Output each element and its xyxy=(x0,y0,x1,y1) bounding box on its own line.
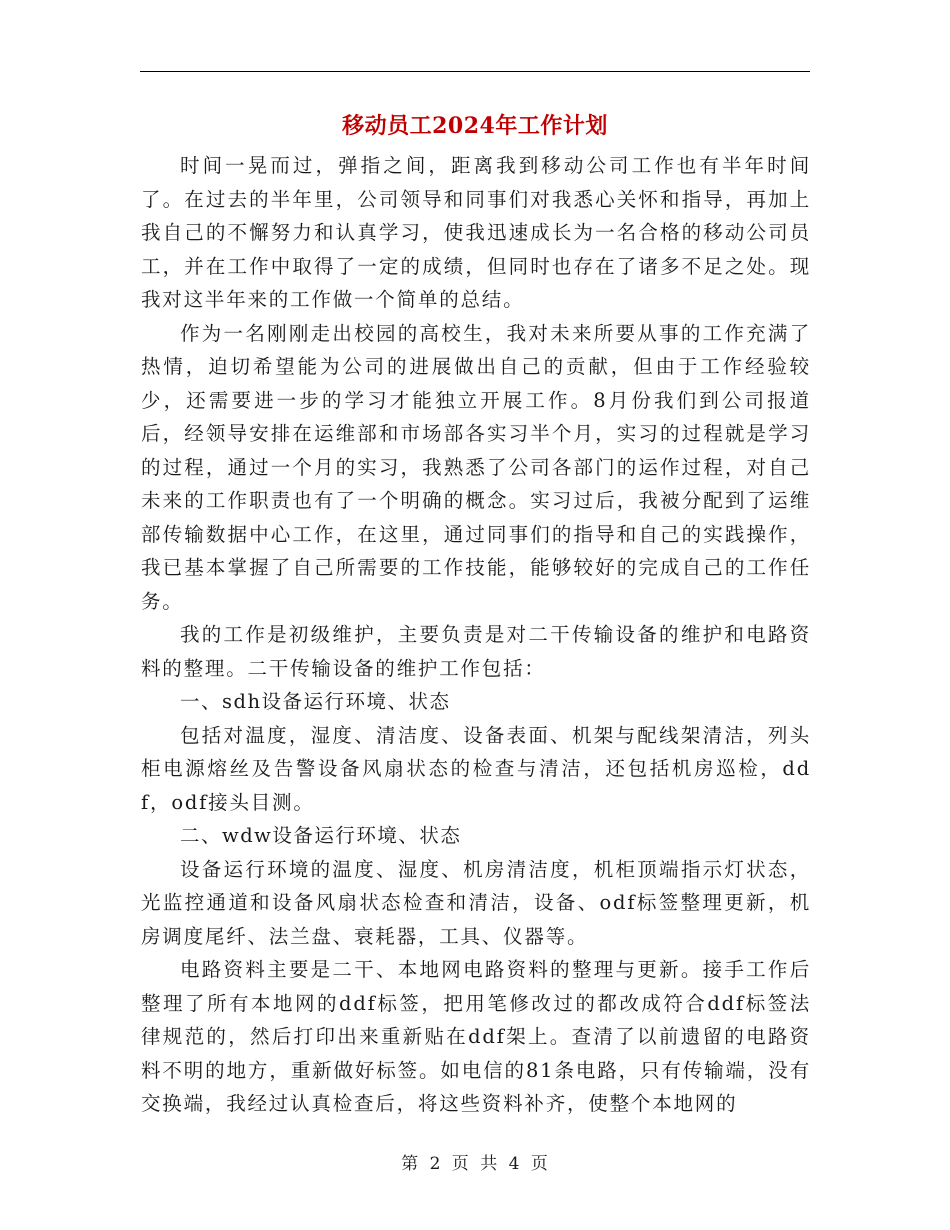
paragraph-duties: 我的工作是初级维护，主要负责是对二干传输设备的维护和电路资料的整理。二干传输设备的维护工作包括： xyxy=(141,623,811,680)
document-title: 移动员工2024年工作计划 xyxy=(342,113,608,139)
section-heading-sdh: 一、sdh设备运行环境、状态 xyxy=(180,690,451,713)
page-number-footer: 第 2 页 共 4 页 xyxy=(401,1154,549,1174)
paragraph-intro: 时间一晃而过，弹指之间，距离我到移动公司工作也有半年时间了。在过去的半年里，公司领导和同事们对我悉心关怀和指导，再加上我自己的不懈努力和认真学习，使我迅速成长为一名合格的移动公司员工，并在工作中取得了一定的成绩，但同时也存在了诸多不足之处。现我对这半年来的工作做一个简单的总结。 xyxy=(141,154,811,311)
document-body xyxy=(141,149,811,1121)
paragraph-wdw: 设备运行环境的温度、湿度、机房清洁度，机柜顶端指示灯状态，光监控通道和设备风扇状态检查和清洁，设备、odf标签整理更新，机房调度尾纤、法兰盘、衰耗器，工具、仪器等。 xyxy=(141,857,811,948)
paragraph-sdh: 包括对温度，湿度、清洁度、设备表面、机架与配线架清洁，列头柜电源熔丝及告警设备风扇状态的检查与清洁，还包括机房巡检，ddf，odf接头目测。 xyxy=(141,723,811,814)
header-rule xyxy=(140,71,810,72)
paragraph-internship: 作为一名刚刚走出校园的高校生，我对未来所要从事的工作充满了热情，迫切希望能为公司的进展做出自己的贡献，但由于工作经验较少，还需要进一步的学习才能独立开展工作。8月份我们到公司报道后，经领导安排在运维部和市场部各实习半个月，实习的过程就是学习的过程，通过一个月的实习，我熟悉了公司各部门的运作过程，对自己未来的工作职责也有了一个明确的概念。实习过后，我被分配到了运维部传输数据中心工作，在这里，通过同事们的指导和自己的实践操作，我已基本掌握了自己所需要的工作技能，能够较好的完成自己的工作任务。 xyxy=(141,321,811,613)
section-heading-wdw: 二、wdw设备运行环境、状态 xyxy=(180,824,462,847)
paragraph-circuit-data: 电路资料主要是二干、本地网电路资料的整理与更新。接手工作后整理了所有本地网的ddf标签，把用笔修改过的都改成符合ddf标签法律规范的，然后打印出来重新贴在ddf架上。查清了以前遗留的电路资料不明的地方，重新做好标签。如电信的81条电路，只有传输端，没有交换端，我经过认真检查后，将这些资料补齐，使整个本地网的 xyxy=(141,958,811,1115)
